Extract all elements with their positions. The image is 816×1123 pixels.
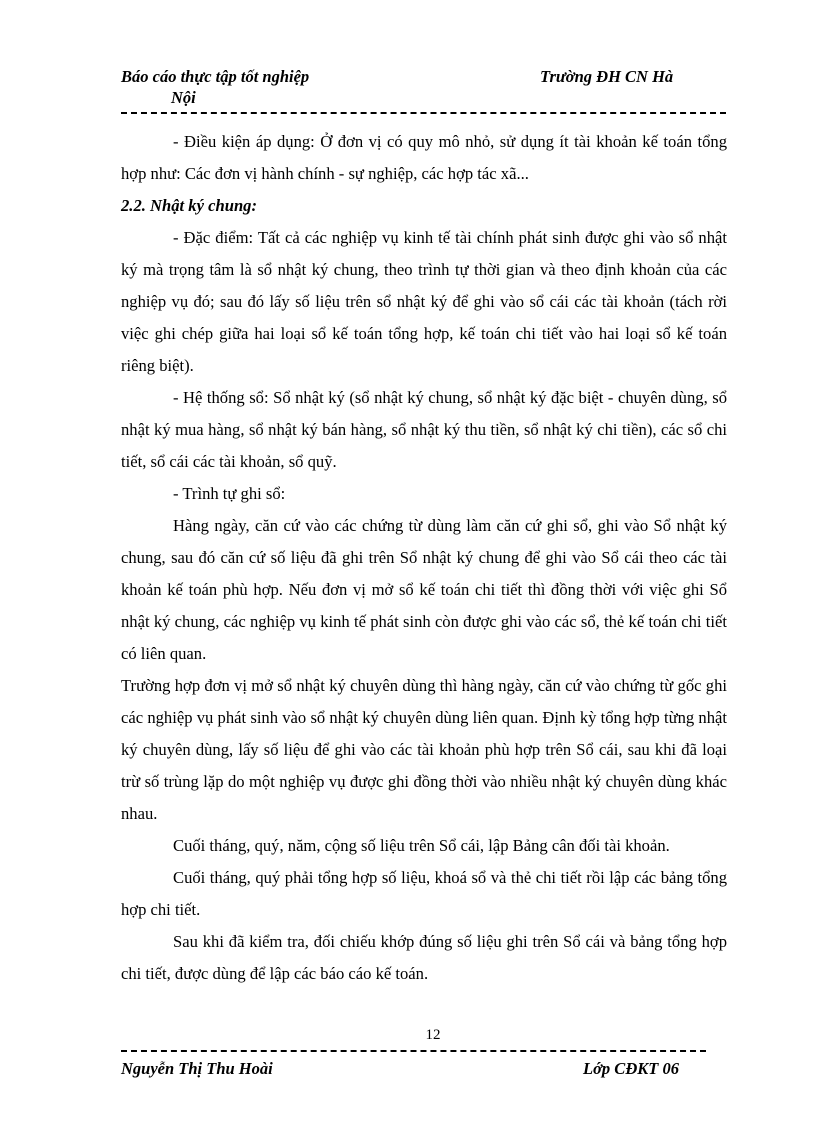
header-left-line2: Nội bbox=[171, 88, 196, 107]
footer-author: Nguyễn Thị Thu Hoài bbox=[121, 1059, 273, 1078]
paragraph-quarter-end: Cuối tháng, quý phải tổng hợp số liệu, khoá sổ và thẻ chi tiết rồi lập các bảng tổng hợp chi tiết. bbox=[121, 868, 727, 919]
paragraph-daily-recording: Hàng ngày, căn cứ vào các chứng từ dùng làm căn cứ ghi sổ, ghi vào Sổ nhật ký chung, sau đó căn cứ số liệu đã ghi trên Sổ nhật ký chung để ghi vào Sổ cái theo các tài khoản kế toán phù hợp. Nếu đơn vị mở sổ kế toán chi tiết thì đồng thời với việc ghi Sổ nhật ký chung, các nghiệp vụ kinh tế phát sinh còn được ghi vào các sổ, thẻ kế toán chi tiết có liên quan. bbox=[121, 516, 727, 663]
header-school-name: Trường ĐH CN Hà bbox=[540, 67, 674, 86]
paragraph-features: - Đặc điểm: Tất cả các nghiệp vụ kinh tế tài chính phát sinh được ghi vào sổ nhật ký mà trọng tâm là sổ nhật ký chung, theo trình tự thời gian và theo định khoản của các nghiệp vụ đó; sau đó lấy số liệu trên sổ nhật ký để ghi vào sổ cái các tài khoản (tách rời việc ghi chép giữa hai loại sổ kế toán tổng hợp, kế toán chi tiết vào hai loại sổ kế toán riêng biệt). bbox=[121, 228, 727, 375]
paragraph-conditions: - Điều kiện áp dụng: Ở đơn vị có quy mô nhỏ, sử dụng ít tài khoản kế toán tổng hợp như: Các đơn vị hành chính - sự nghiệp, các hợp tác xã... bbox=[121, 132, 727, 183]
paragraph-special-journals: Trường hợp đơn vị mở sổ nhật ký chuyên dùng thì hàng ngày, căn cứ vào chứng từ gốc ghi các nghiệp vụ phát sinh vào sổ nhật ký chuyên dùng liên quan. Định kỳ tổng hợp từng nhật ký chuyên dùng, lấy số liệu để ghi vào các tài khoản phù hợp trên Sổ cái, sau khi đã loại trừ số trùng lặp do một nghiệp vụ được ghi đồng thời vào nhiều nhật ký chuyên dùng khác nhau. bbox=[121, 676, 727, 823]
paragraph-recording-order: - Trình tự ghi sổ: bbox=[173, 484, 286, 503]
paragraph-reports: Sau khi đã kiểm tra, đối chiếu khớp đúng số liệu ghi trên Sổ cái và bảng tổng hợp chi tiết, được dùng để lập các báo cáo kế toán. bbox=[121, 932, 727, 983]
paragraph-book-system: - Hệ thống sổ: Sổ nhật ký (sổ nhật ký chung, sổ nhật ký đặc biệt - chuyên dùng, sổ nhật ký mua hàng, sổ nhật ký bán hàng, sổ nhật ký thu tiền, sổ nhật ký chi tiền), các sổ chi tiết, sổ cái các tài khoản, sổ quỹ. bbox=[121, 388, 727, 471]
header-divider bbox=[121, 112, 726, 114]
header-report-title bbox=[121, 66, 381, 108]
header-left-line1: Báo cáo thực tập tốt nghiệp bbox=[121, 67, 310, 86]
section-heading: 2.2. Nhật ký chung: bbox=[121, 196, 257, 215]
body-text bbox=[121, 126, 727, 990]
page-number: 12 bbox=[425, 1027, 441, 1043]
footer-divider bbox=[121, 1050, 706, 1052]
footer-class: Lớp CĐKT 06 bbox=[583, 1059, 679, 1078]
paragraph-period-end: Cuối tháng, quý, năm, cộng số liệu trên Sổ cái, lập Bảng cân đối tài khoản. bbox=[173, 836, 670, 855]
